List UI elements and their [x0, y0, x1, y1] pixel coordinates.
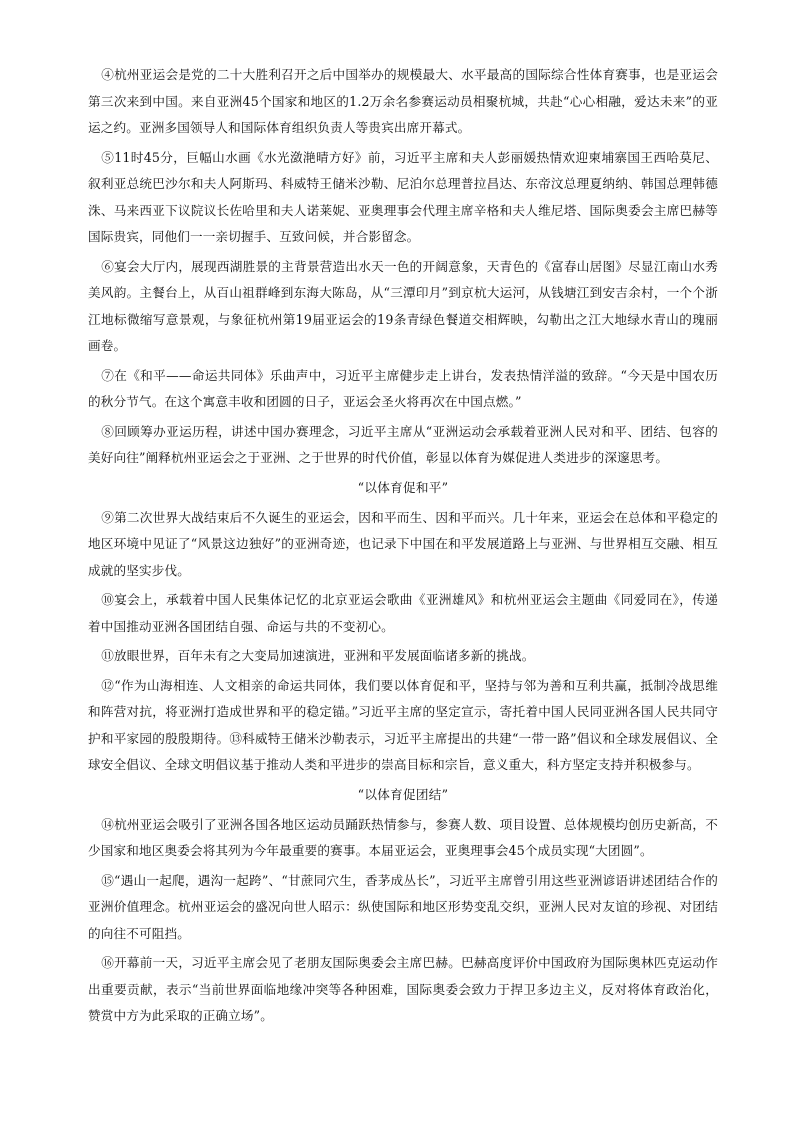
paragraph-6: ⑥宴会大厅内，展现西湖胜景的主背景营造出水天一色的开阔意象，天青色的《富春山居图》尽显江南山水秀美风韵。主餐台上，从百山祖群峰到东海大陈岛，从“三潭印月”到京杭大运河，从钱塘江到安吉余村，一个个浙江地标微缩写意景观，与象征杭州第19届亚运会的19条青绿色餐道交相辉映，勾勒出之江大地绿水青山的瑰丽画卷。	[88, 258, 718, 353]
paragraph-5: ⑤11时45分，巨幅山水画《水光潋滟晴方好》前，习近平主席和夫人彭丽媛热情欢迎柬埔寨国王西哈莫尼、叙利亚总统巴沙尔和夫人阿斯玛、科威特王储米沙勒、尼泊尔总理普拉昌达、东帝汶总理夏纳纳、韩国总理韩德洙、马来西亚下议院议长佐哈里和夫人诺莱妮、亚奥理事会代理主席辛格和夫人维尼塔、国际奥委会主席巴赫等国际贵宾，同他们一一亲切握手、互致问候，并合影留念。	[88, 149, 718, 244]
paragraph-9: ⑨第二次世界大战结束后不久诞生的亚运会，因和平而生、因和平而兴。几十年来，亚运会在总体和平稳定的地区环境中见证了“风景这边独好”的亚洲奇迹，也记录下中国在和平发展道路上与亚洲、与世界相互交融、相互成就的坚实步伐。	[88, 509, 718, 578]
paragraph-16: ⑯开幕前一天，习近平主席会见了老朋友国际奥委会主席巴赫。巴赫高度评价中国政府为国际奥林匹克运动作出重要贡献，表示“当前世界面临地缘冲突等各种困难，国际奥委会致力于捍卫多边主义，反对将体育政治化，赞赏中方为此采取的正确立场”。	[88, 955, 718, 1023]
paragraph-8: ⑧回顾筹办亚运历程，讲述中国办赛理念，习近平主席从“亚洲运动会承载着亚洲人民对和平、团结、包容的美好向往”阐释杭州亚运会之于亚洲、之于世界的时代价值，彰显以体育为媒促进人类进步的深邃思考。	[88, 423, 718, 465]
paragraph-14: ⑭杭州亚运会吸引了亚洲各国各地区运动员踊跃热情参与，参赛人数、项目设置、总体规模均创历史新高，不少国家和地区奥委会将其列为今年最重要的赛事。本届亚运会，亚奥理事会45个成员实现“大团圆”。	[88, 816, 718, 858]
paragraph-15: ⑮“遇山一起爬，遇沟一起跨”、“甘蔗同穴生，香茅成丛长”，习近平主席曾引用这些亚洲谚语讲述团结合作的亚洲价值理念。杭州亚运会的盛况向世人昭示：纵使国际和地区形势变乱交织，亚洲人民对友谊的珍视、对团结的向往不可阻挡。	[88, 872, 718, 941]
paragraph-10: ⑩宴会上，承载着中国人民集体记忆的北京亚运会歌曲《亚洲雄风》和杭州亚运会主题曲《同爱同在》，传递着中国推动亚洲各国团结自强、命运与共的不变初心。	[88, 592, 718, 634]
paragraph-4: ④杭州亚运会是党的二十大胜利召开之后中国举办的规模最大、水平最高的国际综合性体育赛事，也是亚运会第三次来到中国。来自亚洲45个国家和地区的1.2万余名参赛运动员相聚杭城，共赴“心心相融，爱达未来”的亚运之约。亚洲多国领导人和国际体育组织负责人等贵宾出席开幕式。	[88, 67, 718, 135]
paragraph-12-13: ⑫“作为山海相连、人文相亲的命运共同体，我们要以体育促和平，坚持与邻为善和互利共赢，抵制冷战思维和阵营对抗，将亚洲打造成世界和平的稳定锚。”习近平主席的坚定宣示，寄托着中国人民同亚洲各国人民共同守护和平家园的殷殷期待。⑬科威特王储米沙勒表示，习近平主席提出的共建“一带一路”倡议和全球发展倡议、全球安全倡议、全球文明倡议基于推动人类和平进步的崇高目标和宗旨，意义重大，科方坚定支持并积极参与。	[88, 677, 718, 772]
section-heading-unity: “以体育促团结”	[357, 786, 449, 802]
paragraph-11: ⑪放眼世界，百年未有之大变局加速演进，亚洲和平发展面临诸多新的挑战。	[101, 648, 535, 663]
section-heading-peace: “以体育促和平”	[357, 479, 449, 495]
paragraph-7: ⑦在《和平——命运共同体》乐曲声中，习近平主席健步走上讲台，发表热情洋溢的致辞。“今天是中国农历的秋分节气。在这个寓意丰收和团圆的日子，亚运会圣火将再次在中国点燃。”	[88, 367, 718, 409]
